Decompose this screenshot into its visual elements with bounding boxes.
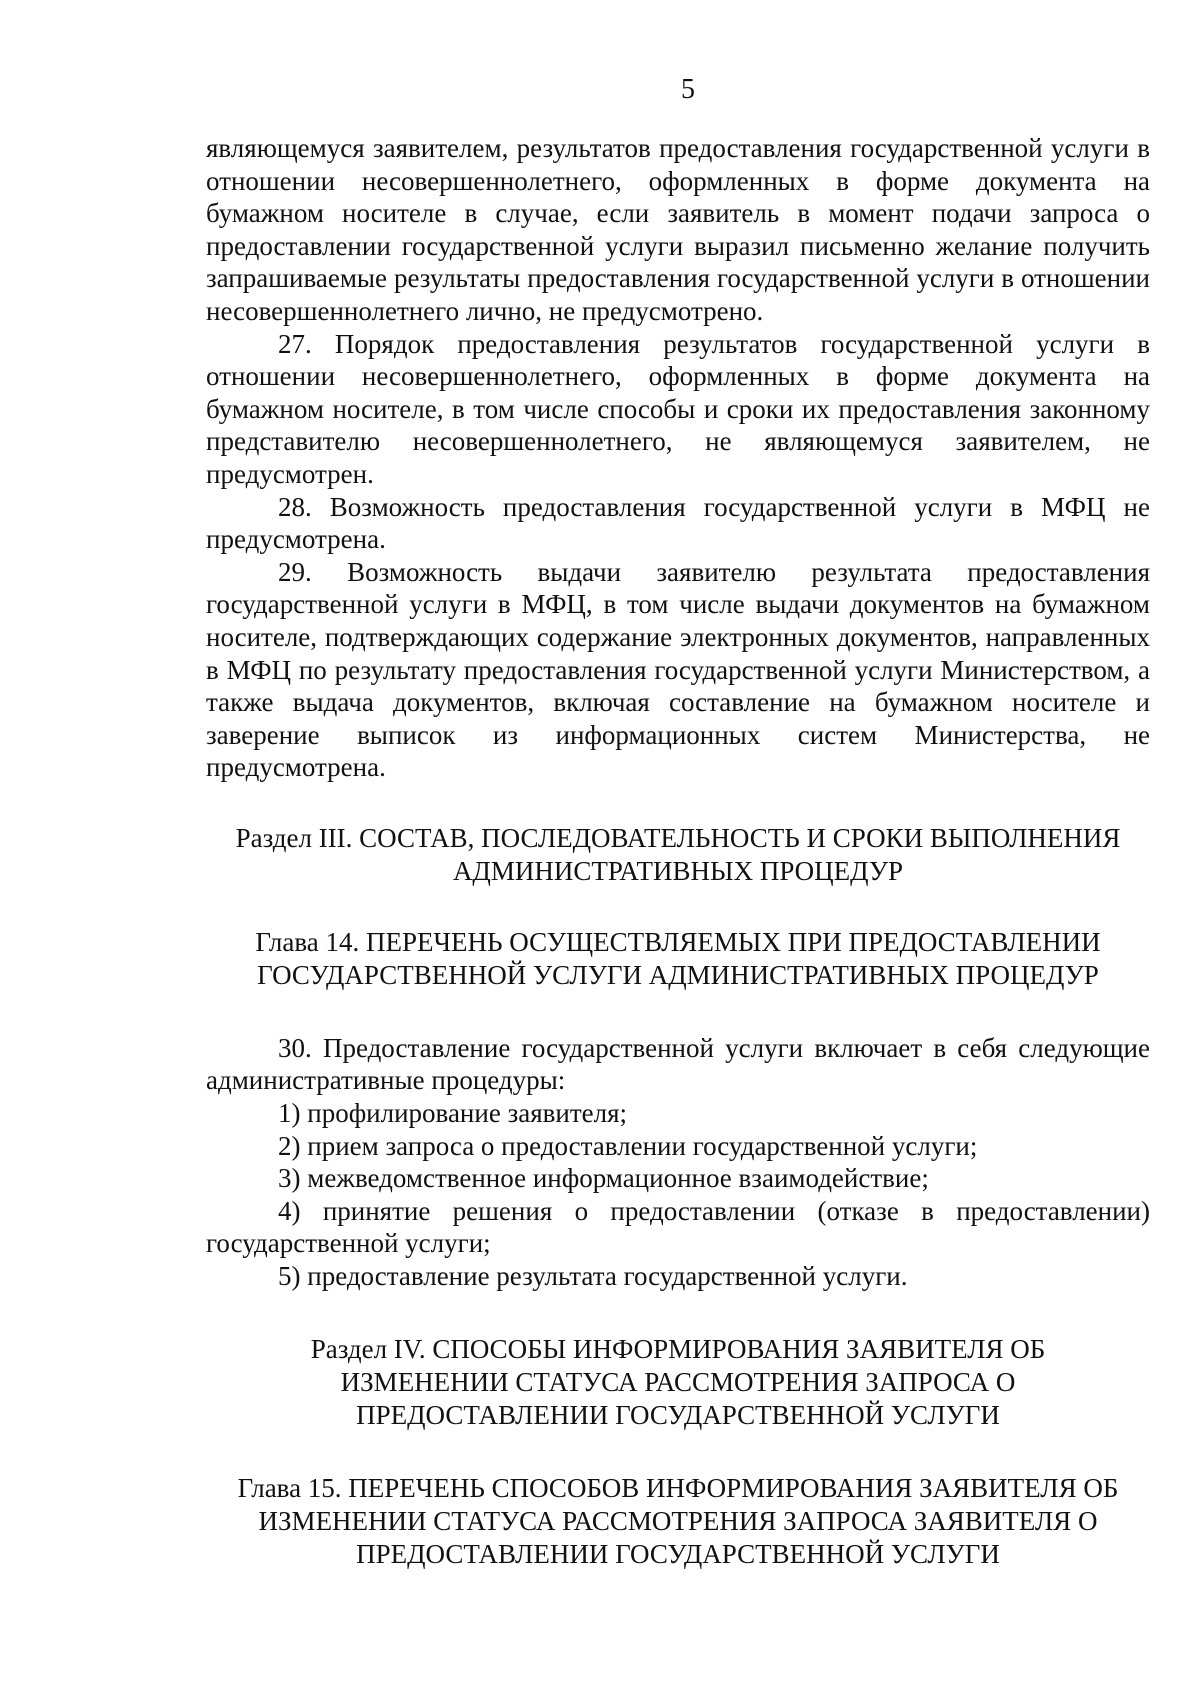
chapter-15-heading-line: Глава 15. ПЕРЕЧЕНЬ СПОСОБОВ ИНФОРМИРОВАНИЯ ЗАЯВИТЕЛЯ ОБ — [237, 1472, 1119, 1503]
document-page — [206, 70, 1150, 1571]
paragraph-27: 27. Порядок предоставления результатов государственной услуги в отношении несовершеннолетнего, оформленных в форме документа на бумажном носителе, в том числе способы и сроки их предоставления законному представителю несовершеннолетнего, не являющемуся заявителем, не предусмотрен. — [206, 328, 1150, 489]
chapter-14-heading-line: Глава 14. ПЕРЕЧЕНЬ ОСУЩЕСТВЛЯЕМЫХ ПРИ ПРЕДОСТАВЛЕНИИ — [255, 926, 1101, 957]
chapter-15-heading-line: ПРЕДОСТАВЛЕНИИ ГОСУДАРСТВЕННОЙ УСЛУГИ — [356, 1538, 1000, 1569]
paragraph-28: 28. Возможность предоставления государственной услуги в МФЦ не предусмотрена. — [206, 491, 1150, 555]
page-number: 5 — [681, 74, 695, 105]
section-3-heading — [206, 822, 1150, 888]
chapter-14-heading-line: ГОСУДАРСТВЕННОЙ УСЛУГИ АДМИНИСТРАТИВНЫХ ПРОЦЕДУР — [257, 959, 1099, 990]
section-4-heading-line: ПРЕДОСТАВЛЕНИИ ГОСУДАРСТВЕННОЙ УСЛУГИ — [356, 1399, 1000, 1430]
section-3-heading-line: АДМИНИСТРАТИВНЫХ ПРОЦЕДУР — [452, 855, 904, 886]
list-item: 1) профилирование заявителя; — [278, 1098, 628, 1129]
paragraph-30-intro: 30. Предоставление государственной услуги включает в себя следующие административные процедуры: — [206, 1032, 1150, 1096]
section-4-heading-line: ИЗМЕНЕНИИ СТАТУСА РАССМОТРЕНИЯ ЗАПРОСА О — [340, 1366, 1016, 1397]
chapter-14-heading — [206, 926, 1150, 992]
list-item: 4) принятие решения о предоставлении (отказе в предоставлении) государственной услуги; — [206, 1195, 1150, 1259]
paragraph-continuation: являющемуся заявителем, результатов предоставления государственной услуги в отношении несовершеннолетнего, оформленных в форме документа на бумажном носителе в случае, если заявитель в момент подачи запроса о предоставлении государственной услуги выразил письменно желание получить запрашиваемые результаты предоставления государственной услуги в отношении несовершеннолетнего лично, не предусмотрено. — [206, 133, 1150, 326]
section-4-heading — [206, 1333, 1150, 1432]
list-item: 3) межведомственное информационное взаимодействие; — [278, 1163, 929, 1194]
chapter-15-heading — [206, 1472, 1150, 1571]
list-item: 5) предоставление результата государственной услуги. — [278, 1261, 908, 1292]
list-item: 2) прием запроса о предоставлении государственной услуги; — [278, 1130, 978, 1161]
paragraph-29: 29. Возможность выдачи заявителю результата предоставления государственной услуги в МФЦ, в том числе выдачи документов на бумажном носителе, подтверждающих содержание электронных документов, направленных в МФЦ по результату предоставления государственной услуги Министерством, а также выдача документов, включая составление на бумажном носителе и заверение выписок из информационных систем Министерства, не предусмотрена. — [206, 556, 1150, 783]
section-4-heading-line: Раздел IV. СПОСОБЫ ИНФОРМИРОВАНИЯ ЗАЯВИТЕЛЯ ОБ — [310, 1333, 1046, 1364]
section-3-heading-line: Раздел III. СОСТАВ, ПОСЛЕДОВАТЕЛЬНОСТЬ И СРОКИ ВЫПОЛНЕНИЯ — [235, 822, 1121, 853]
chapter-15-heading-line: ИЗМЕНЕНИИ СТАТУСА РАССМОТРЕНИЯ ЗАПРОСА ЗАЯВИТЕЛЯ О — [258, 1505, 1098, 1536]
procedure-list — [206, 1097, 1150, 1293]
